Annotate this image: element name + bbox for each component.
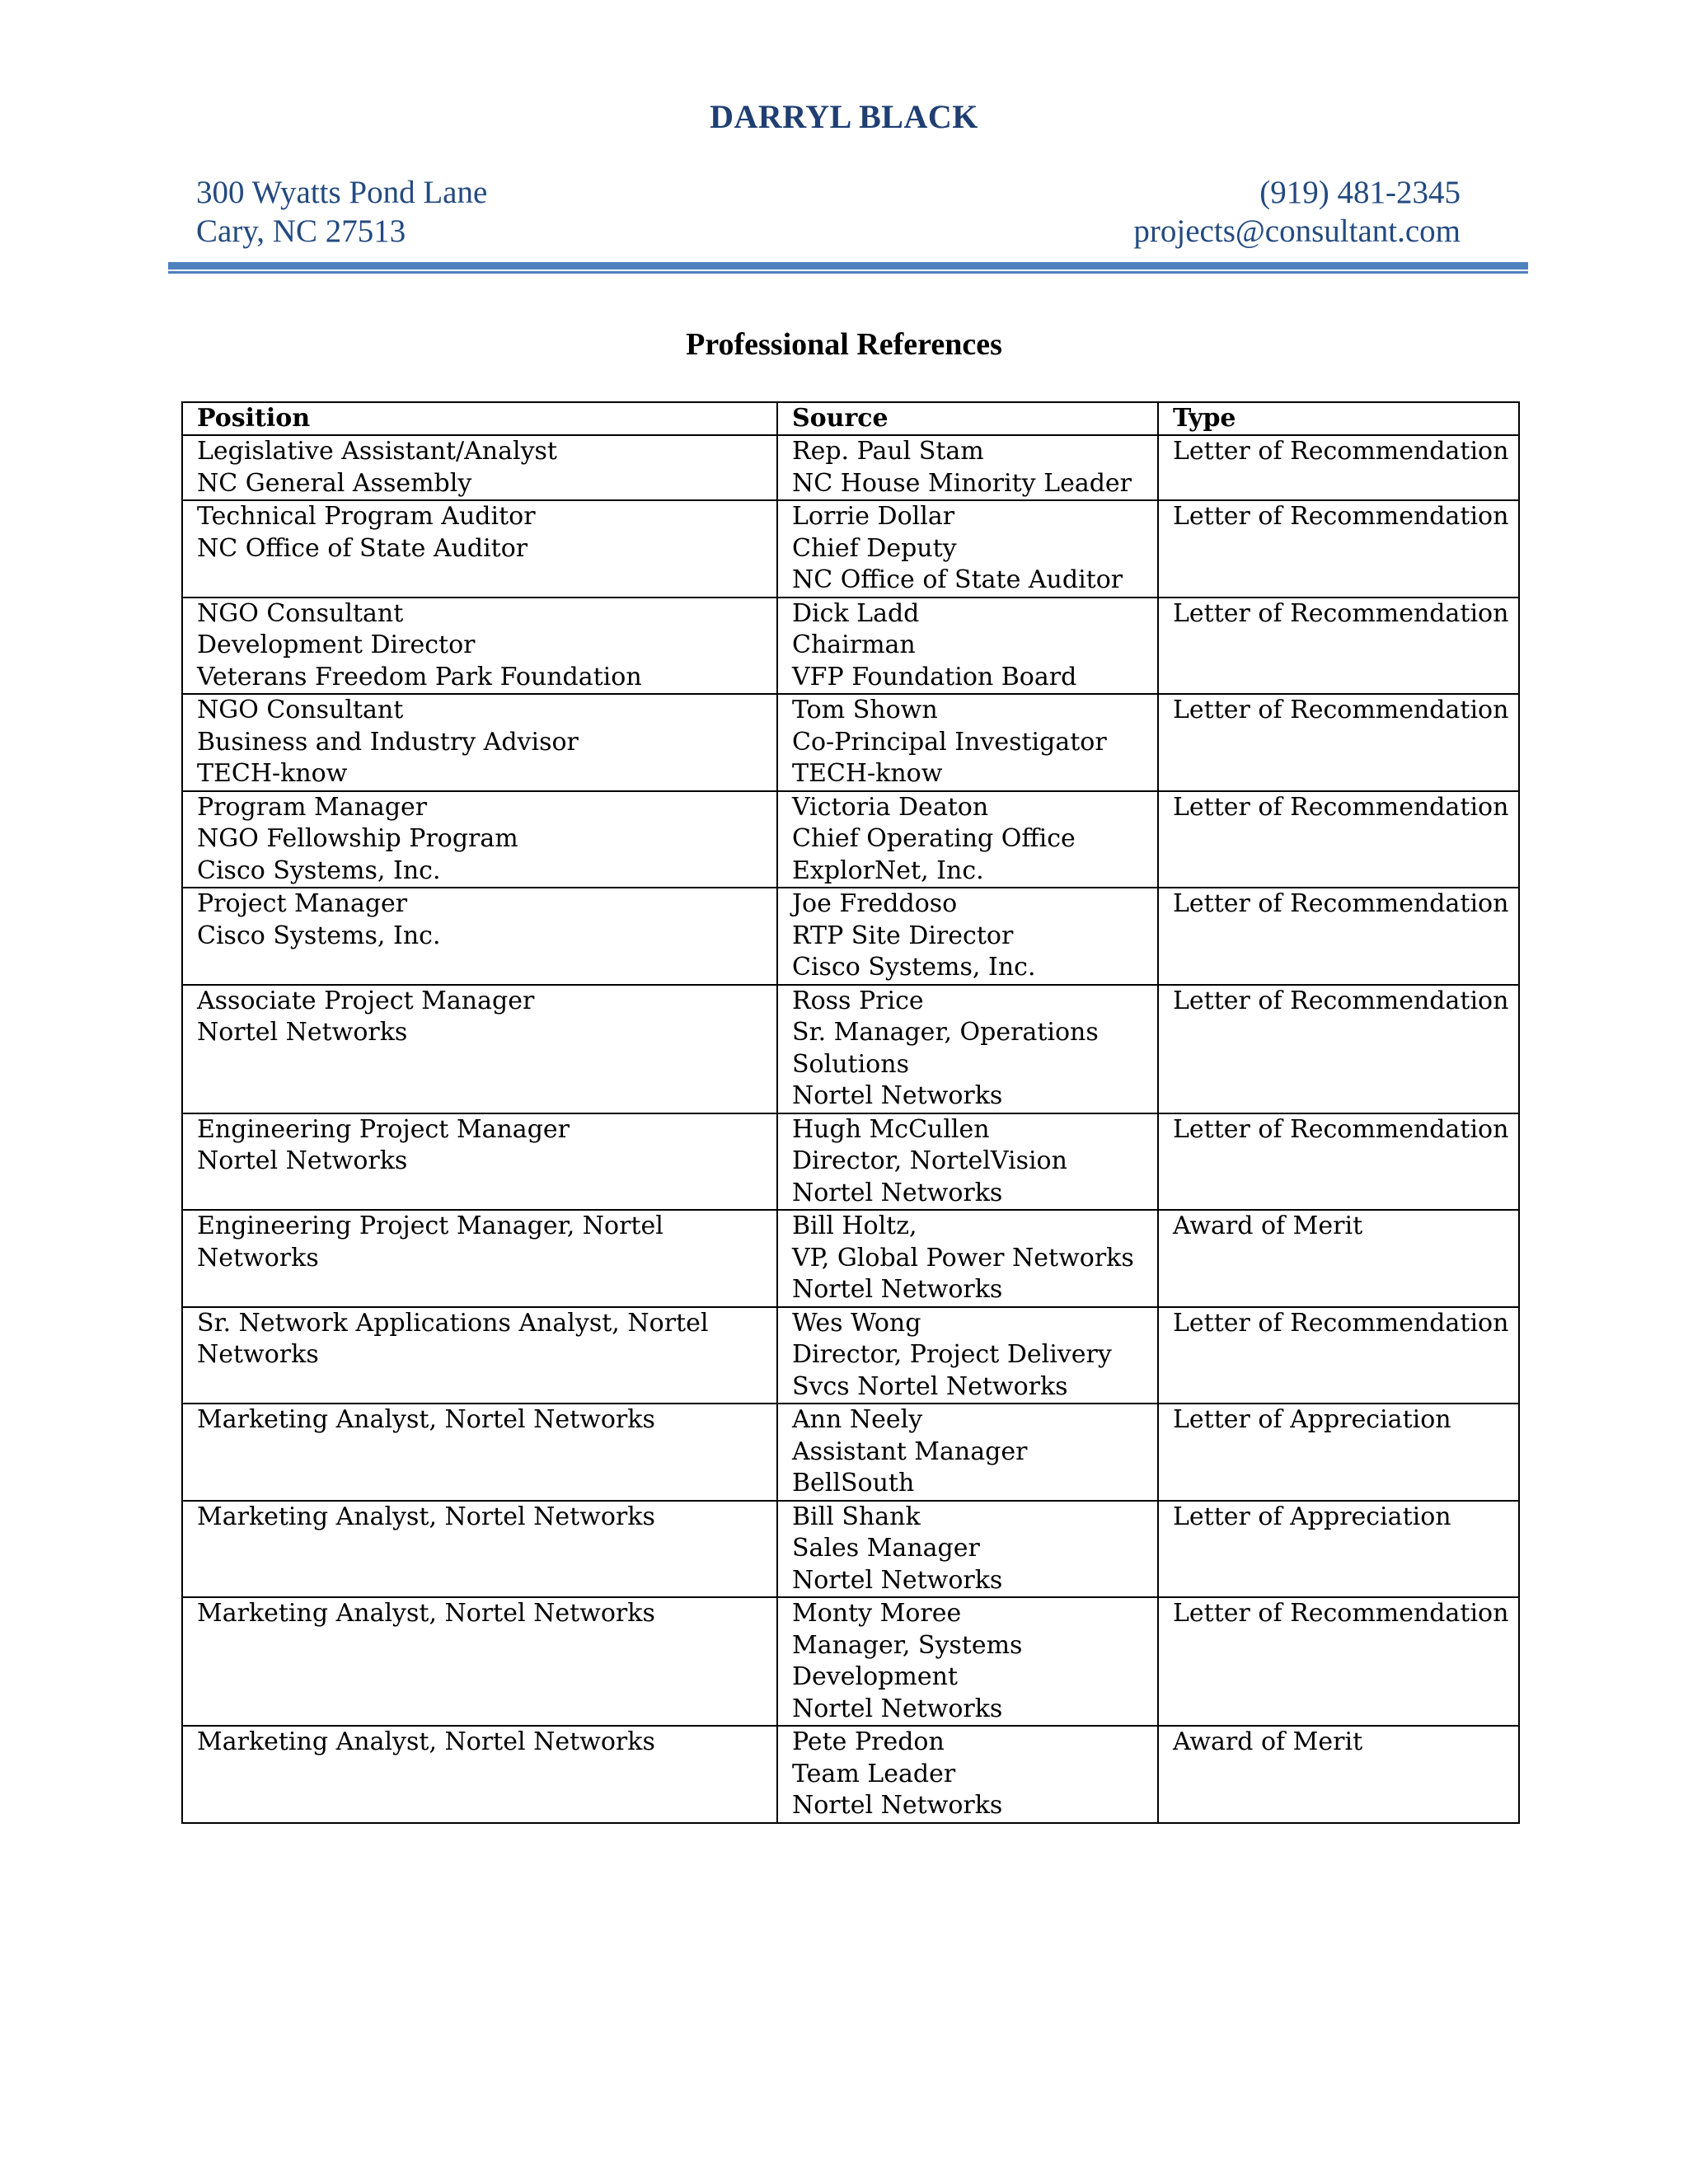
references-table: [181, 401, 1520, 1824]
cell-type: Letter of Appreciation: [1158, 1404, 1519, 1501]
cell-source: Bill Shank Sales Manager Nortel Networks: [777, 1501, 1158, 1598]
cell-position: Marketing Analyst, Nortel Networks: [182, 1501, 777, 1598]
cell-source: Hugh McCullen Director, NortelVision Nortel Networks: [777, 1113, 1158, 1211]
cell-type: Letter of Recommendation: [1158, 598, 1519, 695]
table-row: [182, 1404, 1519, 1501]
cell-type: Letter of Recommendation: [1158, 1597, 1519, 1726]
cell-type: Letter of Recommendation: [1158, 1113, 1519, 1211]
cell-position: Program Manager NGO Fellowship Program Cisco Systems, Inc.: [182, 791, 777, 888]
cell-source: Joe Freddoso RTP Site Director Cisco Systems, Inc.: [777, 888, 1158, 985]
cell-source: Victoria Deaton Chief Operating Office ExplorNet, Inc.: [777, 791, 1158, 888]
table-row: [182, 500, 1519, 598]
table-row: [182, 985, 1519, 1113]
cell-type: Letter of Recommendation: [1158, 694, 1519, 791]
cell-source: Dick Ladd Chairman VFP Foundation Board: [777, 598, 1158, 695]
cell-type: Letter of Appreciation: [1158, 1501, 1519, 1598]
cell-position: Marketing Analyst, Nortel Networks: [182, 1597, 777, 1726]
section-title: Professional References: [686, 327, 1002, 362]
cell-source: Pete Predon Team Leader Nortel Networks: [777, 1726, 1158, 1823]
cell-type: Letter of Recommendation: [1158, 500, 1519, 598]
table-row: [182, 791, 1519, 888]
table-row: [182, 598, 1519, 695]
cell-source: Wes Wong Director, Project Delivery Svcs Nortel Networks: [777, 1307, 1158, 1404]
header-divider-thick: [168, 262, 1528, 269]
table-row: [182, 435, 1519, 500]
header-divider-thin: [168, 271, 1528, 274]
cell-type: Letter of Recommendation: [1158, 435, 1519, 500]
cell-position: Engineering Project Manager Nortel Networks: [182, 1113, 777, 1211]
cell-position: Project Manager Cisco Systems, Inc.: [182, 888, 777, 985]
phone-number: (919) 481-2345: [1259, 175, 1461, 210]
column-header-source: Source: [777, 402, 1158, 435]
references-table-body: [182, 435, 1519, 1823]
cell-type: Letter of Recommendation: [1158, 985, 1519, 1113]
table-row: [182, 1726, 1519, 1823]
table-row: [182, 1113, 1519, 1211]
cell-type: Letter of Recommendation: [1158, 888, 1519, 985]
column-header-position: Position: [182, 402, 777, 435]
cell-position: NGO Consultant Business and Industry Advisor TECH-know: [182, 694, 777, 791]
cell-position: Legislative Assistant/Analyst NC General Assembly: [182, 435, 777, 500]
table-row: [182, 1501, 1519, 1598]
cell-source: Lorrie Dollar Chief Deputy NC Office of State Auditor: [777, 500, 1158, 598]
cell-type: Letter of Recommendation: [1158, 1307, 1519, 1404]
table-row: [182, 888, 1519, 985]
email-address: projects@consultant.com: [1133, 213, 1461, 249]
address-line-2: Cary, NC 27513: [196, 213, 406, 249]
cell-source: Rep. Paul Stam NC House Minority Leader: [777, 435, 1158, 500]
table-row: [182, 694, 1519, 791]
cell-position: Associate Project Manager Nortel Networks: [182, 985, 777, 1113]
cell-position: Engineering Project Manager, Nortel Networks: [182, 1210, 777, 1307]
address-line-1: 300 Wyatts Pond Lane: [196, 175, 488, 210]
column-header-type: Type: [1158, 402, 1519, 435]
table-row: [182, 1307, 1519, 1404]
table-row: [182, 1597, 1519, 1726]
address-block: [196, 173, 487, 251]
table-row: [182, 1210, 1519, 1307]
cell-source: Monty Moree Manager, Systems Development Nortel Networks: [777, 1597, 1158, 1726]
cell-position: Marketing Analyst, Nortel Networks: [182, 1404, 777, 1501]
cell-position: Marketing Analyst, Nortel Networks: [182, 1726, 777, 1823]
candidate-name: DARRYL BLACK: [710, 98, 978, 135]
cell-source: Tom Shown Co-Principal Investigator TECH-know: [777, 694, 1158, 791]
cell-position: Sr. Network Applications Analyst, Nortel Networks: [182, 1307, 777, 1404]
cell-position: Technical Program Auditor NC Office of State Auditor: [182, 500, 777, 598]
cell-source: Bill Holtz, VP, Global Power Networks Nortel Networks: [777, 1210, 1158, 1307]
cell-type: Award of Merit: [1158, 1726, 1519, 1823]
cell-position: NGO Consultant Development Director Veterans Freedom Park Foundation: [182, 598, 777, 695]
cell-type: Award of Merit: [1158, 1210, 1519, 1307]
contact-block: [1133, 173, 1461, 251]
cell-type: Letter of Recommendation: [1158, 791, 1519, 888]
cell-source: Ross Price Sr. Manager, Operations Solutions Nortel Networks: [777, 985, 1158, 1113]
cell-source: Ann Neely Assistant Manager BellSouth: [777, 1404, 1158, 1501]
table-header-row: [182, 402, 1519, 435]
